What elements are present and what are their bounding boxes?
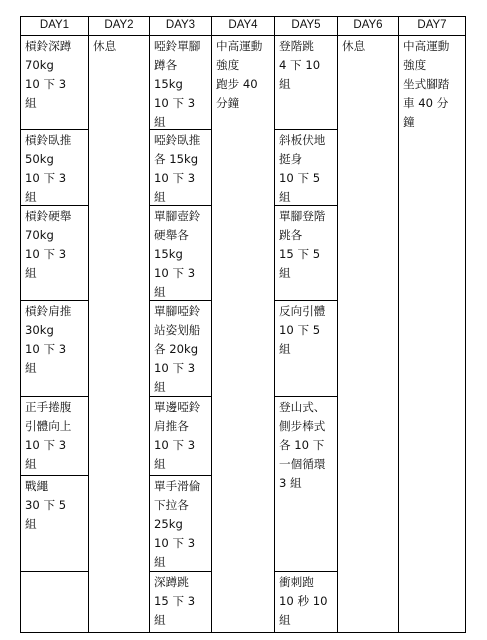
cell-line: 單手滑倫 xyxy=(154,479,201,493)
table-cell xyxy=(20,397,89,474)
cell-line: 組 xyxy=(279,77,291,91)
cell-line: 30kg xyxy=(25,323,54,337)
table-cell xyxy=(20,572,89,573)
cell-line: 各 20kg xyxy=(154,342,199,356)
table-cell xyxy=(149,572,212,630)
table-cell xyxy=(149,130,212,207)
table-cell xyxy=(149,36,212,132)
cell-line: 休息 xyxy=(342,39,366,53)
cell-line: 組 xyxy=(154,457,166,471)
cell-line: 反向引體 xyxy=(279,304,326,318)
cell-line: 25kg xyxy=(154,517,183,531)
cell-line: 50kg xyxy=(25,152,54,166)
cell-line: 組 xyxy=(154,555,166,569)
cell-line: 肩推各 xyxy=(154,419,189,433)
table-cell xyxy=(88,36,150,56)
day-header: DAY1 xyxy=(39,19,70,31)
cell-line: 各 10 下 xyxy=(279,438,325,452)
cell-line: 15 下 5 xyxy=(279,247,321,261)
cell-line: 槓鈴硬舉 xyxy=(25,209,72,223)
cell-line: 3 組 xyxy=(279,476,302,490)
cell-line: 組 xyxy=(25,457,37,471)
cell-line: 鐘 xyxy=(403,115,415,129)
cell-line: 組 xyxy=(279,190,291,204)
day-header: DAY5 xyxy=(291,19,321,31)
cell-line: 強度 xyxy=(403,58,427,72)
cell-line: 下拉各 xyxy=(154,498,189,512)
table-cell xyxy=(149,301,212,397)
cell-line: 組 xyxy=(154,613,166,627)
cell-line: 10 下 3 xyxy=(154,96,196,110)
cell-line: 組 xyxy=(279,613,291,627)
day-header: DAY7 xyxy=(417,19,447,31)
cell-line: 槓鈴深蹲 xyxy=(25,39,72,53)
cell-line: 坐式腳踏 xyxy=(403,77,450,91)
table-cell xyxy=(274,572,338,630)
table-cell xyxy=(274,206,338,283)
cell-line: 組 xyxy=(25,190,37,204)
cell-line: 槓鈴肩推 xyxy=(25,304,72,318)
cell-line: 30 下 5 xyxy=(25,498,67,512)
cell-line: 10 下 3 xyxy=(25,342,67,356)
cell-line: 15kg xyxy=(154,247,183,261)
cell-line: 組 xyxy=(279,266,291,280)
cell-line: 4 下 10 xyxy=(279,58,321,72)
cell-line: 單腳登階 xyxy=(279,209,326,223)
cell-line: 70kg xyxy=(25,228,54,242)
cell-line: 深蹲跳 xyxy=(154,575,189,589)
cell-line: 硬舉各 xyxy=(154,228,189,242)
cell-line: 組 xyxy=(154,115,166,129)
cell-line: 組 xyxy=(154,285,166,299)
cell-line: 組 xyxy=(154,190,166,204)
cell-line: 15kg xyxy=(154,77,183,91)
cell-line: 10 下 3 xyxy=(154,171,196,185)
cell-line: 組 xyxy=(25,361,37,375)
cell-line: 斜板伏地 xyxy=(279,133,326,147)
day-header: DAY2 xyxy=(104,19,134,31)
cell-line: 中高運動 xyxy=(403,39,450,53)
cell-line: 車 40 分 xyxy=(403,96,449,110)
day-header: DAY6 xyxy=(353,19,383,31)
day-header: DAY3 xyxy=(165,19,196,31)
cell-line: 中高運動 xyxy=(216,39,263,53)
cell-line: 10 下 3 xyxy=(25,438,67,452)
cell-line: 跑步 40 xyxy=(216,77,258,91)
cell-line: 啞鈴單腳 xyxy=(154,39,201,53)
cell-line: 站姿划船 xyxy=(154,323,201,337)
table-cell xyxy=(149,476,212,572)
cell-line: 衝刺跑 xyxy=(279,575,314,589)
day-header: DAY4 xyxy=(228,19,258,31)
cell-line: 單腳啞鈴 xyxy=(154,304,201,318)
table-cell xyxy=(274,36,338,94)
cell-line: 10 秒 10 xyxy=(279,594,328,608)
table-cell xyxy=(274,397,338,493)
cell-line: 各 15kg xyxy=(154,152,199,166)
cell-line: 10 下 3 xyxy=(154,438,196,452)
cell-line: 10 下 5 xyxy=(279,323,321,337)
table-cell xyxy=(149,206,212,302)
table-cell xyxy=(20,130,89,207)
cell-line: 引體向上 xyxy=(25,419,72,433)
cell-line: 70kg xyxy=(25,58,54,72)
table-cell xyxy=(149,397,212,474)
cell-line: 10 下 3 xyxy=(154,266,196,280)
table-cell xyxy=(274,130,338,207)
cell-line: 槓鈴臥推 xyxy=(25,133,72,147)
cell-line: 登山式、 xyxy=(279,400,326,414)
cell-line: 單腳壺鈴 xyxy=(154,209,201,223)
cell-line: 啞鈴臥推 xyxy=(154,133,201,147)
cell-line: 休息 xyxy=(93,39,117,53)
cell-line: 10 下 3 xyxy=(154,536,196,550)
table-cell xyxy=(20,206,89,283)
cell-line: 組 xyxy=(25,517,37,531)
table-cell xyxy=(274,301,338,359)
table-cell xyxy=(20,301,89,378)
cell-line: 10 下 3 xyxy=(154,361,196,375)
cell-line: 一個循環 xyxy=(279,457,326,471)
cell-line: 單邊啞鈴 xyxy=(154,400,201,414)
cell-line: 蹲各 xyxy=(154,58,178,72)
cell-line: 登階跳 xyxy=(279,39,314,53)
cell-line: 側步棒式 xyxy=(279,419,326,433)
table-cell xyxy=(20,476,89,534)
cell-line: 戰繩 xyxy=(25,479,49,493)
cell-line: 組 xyxy=(25,266,37,280)
cell-line: 正手捲腹 xyxy=(25,400,72,414)
cell-line: 分鐘 xyxy=(216,96,240,110)
cell-line: 10 下 3 xyxy=(25,77,67,91)
cell-line: 組 xyxy=(25,96,37,110)
cell-line: 強度 xyxy=(216,58,240,72)
table-cell xyxy=(337,36,399,56)
cell-line: 10 下 5 xyxy=(279,171,321,185)
table-cell xyxy=(211,36,275,113)
cell-line: 跳各 xyxy=(279,228,303,242)
cell-line: 組 xyxy=(154,380,166,394)
cell-line: 10 下 3 xyxy=(25,171,67,185)
table-cell xyxy=(20,36,89,113)
cell-line: 挺身 xyxy=(279,152,303,166)
table-cell xyxy=(398,36,466,132)
cell-line: 10 下 3 xyxy=(25,247,67,261)
cell-line: 組 xyxy=(279,342,291,356)
cell-line: 15 下 3 xyxy=(154,594,196,608)
